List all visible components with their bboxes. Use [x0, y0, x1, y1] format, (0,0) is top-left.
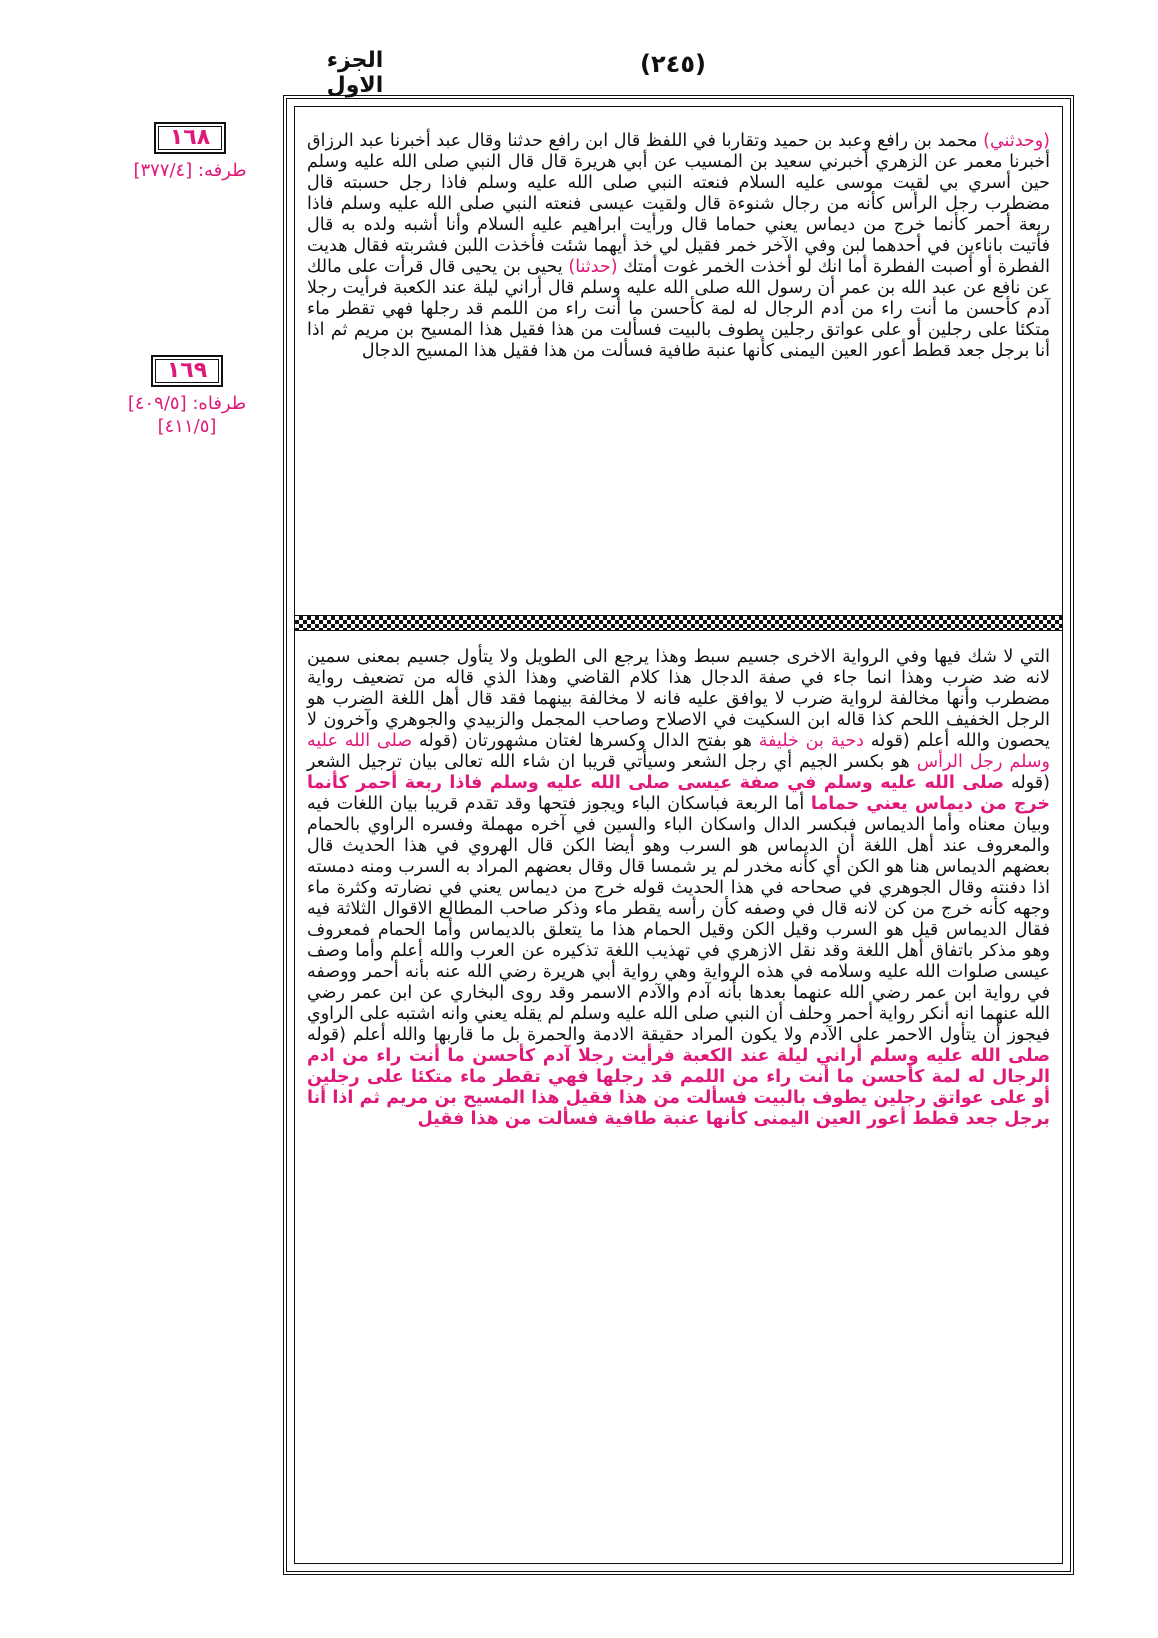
page-number: (٢٤٥)	[640, 50, 706, 78]
hadith-text-block	[295, 131, 1062, 362]
margin-ref-168	[120, 122, 260, 181]
ref-number: ١٦٩	[151, 355, 223, 387]
hadith-word: (حدثنا)	[568, 257, 618, 277]
margin-ref-169	[112, 355, 262, 437]
commentary-text-4: أما الربعة فباسكان الباء ويجوز فتحها وقد تقدم قريبا بيان اللغات فيه وبيان معناه وأما الديماس فبكسر الدال واسكان الباء والسين في آخره مهملة وفسره الراوي بالحمام والمعروف عند أهل اللغة أن الديماس هو السرب وهو أيضا الكن قال الهروي في هذا الحديث قال بعضهم الديماس هنا هو الكن أي كأنه مخدر لم ير شمسا قال وقال بعضهم المراد به السرب ومنه دمسته اذا دفنته وقال الجوهري في صحاحه في هذا الحديث قوله خرج من ديماس يعني في نضارته وكثرة ماء وجهه كأنه خرج من كن لانه قال في وصفه كأن رأسه يقطر ماء وذكر صاحب المطالع الاقوال الثلاثة فيه فقال الديماس قيل هو السرب وقيل الكن وقيل الحمام هذا ما يتعلق بالديماس وأما الحمام فمعروف وهو مذكر باتفاق أهل اللغة وقد نقل الازهري في تهذيب اللغة تذكيره عن العرب والله أعلم وأما وصف عيسى صلوات الله عليه وسلامه في هذه الرواية وهي رواية أبي هريرة رضي الله عنه بأنه أحمر ووصفه في رواية ابن عمر رضي الله عنهما بعدها بأنه آدم والآدم الاسمر وقد روى البخاري عن ابن عمر رضي الله عنهما انه أنكر رواية أحمر وحلف أن النبي صلى الله عليه وسلم لم يقله يعني وانه اشتبه على الراوي فيجوز أن يتأول الاحمر على الآدم ولا يكون المراد حقيقة الادمة والحمرة بل ما قاربها والله أعلم (قوله	[307, 794, 1050, 1045]
page-inner-frame	[294, 106, 1063, 1564]
highlight-2: صلى الله عليه وسلم رجل الرأس	[307, 731, 1050, 772]
page-frame	[283, 95, 1074, 1575]
ref-label-2: [٤١١/٥]	[157, 416, 217, 437]
ref-number: ١٦٨	[154, 122, 226, 154]
hadith-text-1: محمد بن رافع وعبد بن حميد وتقاربا في اللفظ قال ابن رافع حدثنا وقال عبد أخبرنا عبد الرزاق أخبرنا معمر عن الزهري أخبرني سعيد بن المسيب عن أبي هريرة قال قال النبي صلى الله عليه وسلم حين أسري بي لقيت موسى عليه السلام فنعته النبي صلى الله عليه وسلم فاذا رجل حسبته قال مضطرب رجل الرأس كأنه من رجال شنوءة قال ولقيت عيسى فنعته النبي صلى الله عليه وسلم فاذا ربعة أحمر كأنما خرج من ديماس يعني حماما قال ورأيت ابراهيم عليه السلام وأنا أشبه ولده به قال فأتيت باناءين في أحدهما لبن وفي الآخر خمر فقيل لي خذ أيهما شئت فأخذت اللبن فشربته فقال هديت الفطرة أو أصبت الفطرة أما انك لو أخذت الخمر غوت أمتك	[307, 131, 1050, 277]
hadith-text-2: يحيى بن يحيى قال قرأت على مالك عن نافع عن عبد الله بن عمر أن رسول الله صلى الله عليه وسلم قال أراني ليلة عند الكعبة فرأيت رجلا آدم كأحسن ما أنت راء من أدم الرجال له لمة كأحسن ما أنت راء من اللمم قد رجلها فهي تقطر ماء متكئا على رجلين أو على عواتق رجلين يطوف بالبيت فسألت من هذا فقيل هذا المسيح بن مريم ثم اذا أنا برجل جعد قطط أعور العين اليمنى كأنها عنبة طافية فسألت من هذا فقيل هذا المسيح الدجال	[307, 257, 1050, 361]
highlight-3: صلى الله عليه وسلم في صفة عيسى صلى الله عليه وسلم فاذا ربعة أحمر كأنما خرج من ديماس يعني حماما	[307, 773, 1050, 814]
highlight-1: دحية بن خليفة	[758, 731, 864, 751]
hadith-paragraph	[307, 131, 1050, 362]
commentary-text-1: التي لا شك فيها وفي الرواية الاخرى جسيم سبط وهذا يرجع الى الطويل ولا يتأول جسيم بمعنى سمين لانه ضد ضرب وهذا انما جاء في صفة الدجال هذا كلام القاضي وهذا الذي قاله من تضعيف رواية مضطرب وأنها مخالفة لرواية ضرب لا يوافق عليه فانه لا مخالفة بينهما فقد قال أهل اللغة الضرب هو الرجل الخفيف اللحم كذا قاله ابن السكيت في الاصلاح وصاحب المجمل والزبيدي والجوهري وآخرون لا يحصون والله أعلم (قوله	[307, 647, 1050, 751]
commentary-paragraph	[307, 647, 1050, 1130]
commentary-text-2: هو بفتح الدال وكسرها لغتان مشهورتان (قوله	[418, 731, 752, 751]
highlight-4: صلى الله عليه وسلم أراني ليلة عند الكعبة فرأيت رجلا آدم كأحسن ما أنت راء من ادم الرجال له لمة كأحسن ما أنت راء من اللمم قد رجلها فهي تقطر ماء متكئا على رجلين أو على عواتق رجلين يطوف بالبيت فسألت من هذا فقيل هذا المسيح بن مريم ثم اذا أنا برجل جعد قطط أعور العين اليمنى كأنها عنبة طافية فسألت من هذا فقيل	[307, 1046, 1050, 1129]
commentary-text-3: هو بكسر الجيم أي رجل الشعر وسيأتي قريبا ان شاء الله تعالى بيان ترجيل الشعر (قوله	[307, 752, 1050, 793]
checkered-separator	[295, 615, 1062, 631]
part-title: الجزء الاول	[326, 48, 384, 98]
ref-label: طرفه: [٣٧٧/٤]	[133, 160, 247, 181]
commentary-text-block	[295, 647, 1062, 1130]
ref-label: طرفاه: [٤٠٩/٥]	[127, 393, 247, 414]
hadith-opening: (وحدثني)	[983, 131, 1050, 151]
